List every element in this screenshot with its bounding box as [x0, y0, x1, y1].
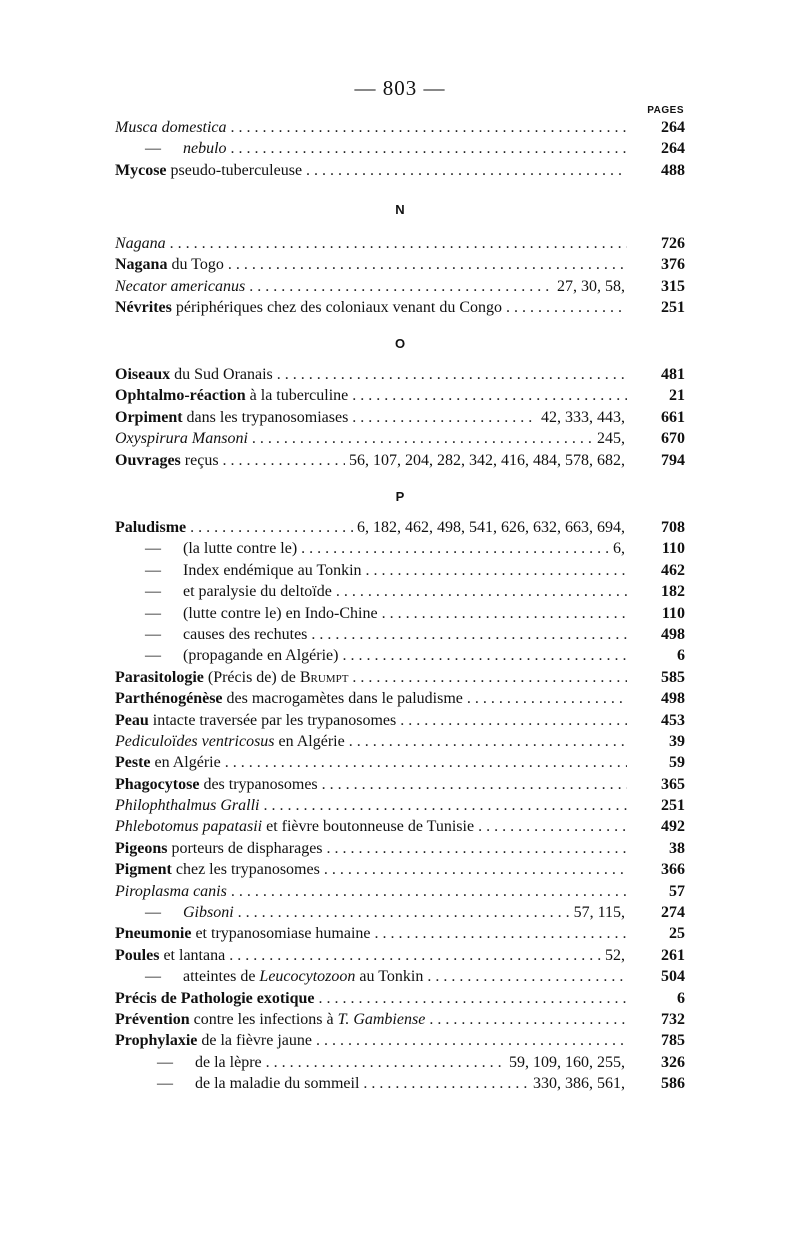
term-part: Phlebotomus papatasii: [115, 818, 263, 836]
main-page-number: 504: [661, 968, 685, 986]
leader-dots: [252, 428, 593, 449]
main-page-number: 315: [661, 277, 685, 295]
entry-term: [115, 364, 273, 385]
index-entry: [115, 1009, 685, 1030]
leader-dots: [223, 450, 345, 471]
index-entry: [115, 838, 685, 859]
entry-term: [115, 988, 315, 1009]
term-part: Névrites: [115, 299, 172, 317]
index-entry: [115, 560, 685, 581]
leader-dots: [190, 517, 353, 538]
index-entry: [115, 688, 685, 709]
term-part: Mycose: [115, 161, 167, 179]
leader-dots: [228, 254, 627, 275]
index-entry: [115, 731, 685, 752]
page-references: 42, 333, 443,: [541, 408, 625, 426]
leader-dots: [170, 233, 627, 254]
index-entry: [115, 816, 685, 837]
main-page-number: 274: [661, 904, 685, 922]
ditto-dash: —: [145, 583, 161, 601]
index-entry: [115, 428, 685, 449]
main-page-number: 586: [661, 1075, 685, 1093]
index-entry: [115, 517, 685, 538]
page-references: 330, 386, 561,: [533, 1075, 625, 1093]
entry-term: [115, 688, 463, 709]
leader-dots: [429, 1009, 627, 1030]
entry-term: [115, 450, 219, 471]
index-entry: [115, 1030, 685, 1051]
main-page-number: 726: [661, 235, 685, 252]
main-page-number: 708: [661, 519, 685, 536]
term-part: T. Gambiense: [337, 1010, 426, 1028]
main-page-number: 264: [661, 119, 685, 136]
term-part: Pediculoïdes ventricosus: [115, 732, 275, 750]
ditto-dash: —: [157, 1075, 173, 1093]
term-part: Piroplasma canis: [115, 882, 227, 900]
entry-term: [115, 859, 320, 880]
main-page-number: 661: [661, 408, 685, 426]
entry-term: [115, 1009, 425, 1030]
term-part: Leucocytozoon: [259, 968, 356, 986]
main-page-number: 498: [661, 690, 685, 708]
main-page-number: 21: [669, 387, 685, 405]
term-part: (Précis de) de: [203, 668, 300, 686]
index-entry: [115, 1073, 685, 1094]
entry-term: [115, 538, 297, 559]
index-entry: [115, 160, 685, 181]
leader-dots: [229, 945, 601, 966]
leader-dots: [363, 1073, 529, 1094]
leader-dots: [352, 667, 627, 688]
entry-term: [115, 902, 234, 923]
page-references: 27, 30, 58,: [557, 277, 625, 295]
ditto-dash: —: [145, 540, 161, 558]
page-references: 245,: [597, 430, 625, 448]
term-part: Prévention: [115, 1010, 190, 1028]
term-part: Peste: [115, 754, 151, 772]
leader-dots: [231, 881, 627, 902]
entry-term: [115, 881, 227, 902]
index-section: [115, 364, 685, 471]
term-part: et fièvre boutonneuse de Tunisie: [262, 818, 475, 836]
page-number: — 803 —: [354, 76, 446, 100]
index-entry: [115, 752, 685, 773]
leader-dots: [231, 138, 627, 159]
page-references: 57, 115,: [573, 904, 625, 922]
index-entry: [115, 923, 685, 944]
main-page-number: 110: [661, 540, 685, 558]
main-page-number: 25: [669, 925, 685, 943]
section-letter-o: O: [394, 336, 406, 351]
main-page-number: 365: [661, 775, 685, 793]
term-part: en Algérie: [150, 754, 221, 772]
main-page-number: 732: [661, 1010, 685, 1028]
leader-dots: [382, 603, 627, 624]
term-part: Pneumonie: [115, 925, 192, 943]
entry-term: [115, 752, 221, 773]
ditto-dash: —: [145, 647, 161, 665]
ditto-dash: —: [157, 1053, 173, 1071]
main-page-number: 59: [669, 754, 685, 772]
main-page-number: 785: [661, 1032, 685, 1050]
index-entry: [115, 1052, 685, 1073]
entry-term: [115, 710, 396, 731]
main-page-number: 38: [669, 839, 685, 857]
index-entry: [115, 945, 685, 966]
entry-term: [115, 923, 371, 944]
page-references: 59, 109, 160, 255,: [509, 1053, 625, 1071]
term-part: (lutte contre le) en Indo-Chine: [183, 604, 378, 622]
term-part: Poules: [115, 946, 160, 964]
term-part: Phagocytose: [115, 775, 200, 793]
index-entry: [115, 138, 685, 159]
term-part: Peau: [115, 711, 149, 729]
term-part: porteurs de dispharages: [167, 839, 323, 857]
term-part: Oxyspirura Mansoni: [115, 430, 248, 448]
leader-dots: [467, 688, 627, 709]
term-part: de la lèpre: [195, 1053, 262, 1071]
term-part: Parthénogénèse: [115, 690, 223, 708]
index-entry: [115, 902, 685, 923]
term-part: au Tonkin: [355, 968, 424, 986]
term-part: Prophylaxie: [115, 1032, 198, 1050]
ditto-dash: —: [145, 968, 161, 986]
term-part: et trypanosomiase humaine: [191, 925, 371, 943]
leader-dots: [324, 859, 627, 880]
index-entry: [115, 276, 685, 297]
entry-term: [115, 667, 348, 688]
entry-term: [115, 560, 362, 581]
main-page-number: 585: [661, 668, 685, 686]
entry-term: [115, 1030, 312, 1051]
index-entry: [115, 581, 685, 602]
index-entry: [115, 774, 685, 795]
page-references: 6, 182, 462, 498, 541, 626, 632, 663, 694,: [357, 519, 625, 536]
entry-term: [115, 138, 227, 159]
index-entry: [115, 710, 685, 731]
leader-dots: [249, 276, 553, 297]
index-section: [115, 517, 685, 1095]
section-letter-p: P: [395, 489, 405, 504]
index-entry: [115, 795, 685, 816]
leader-dots: [506, 297, 627, 318]
term-part: des trypanosomes: [199, 775, 318, 793]
page-references: 6,: [613, 540, 625, 558]
leader-dots: [277, 364, 627, 385]
term-part: du Togo: [167, 256, 224, 274]
term-part: Necator americanus: [115, 277, 246, 295]
main-page-number: 326: [661, 1053, 685, 1071]
index-entry: [115, 667, 685, 688]
main-page-number: 462: [661, 561, 685, 579]
term-part: chez les trypanosomes: [171, 861, 320, 879]
entry-term: [115, 407, 348, 428]
term-part: intacte traversée par les trypanosomes: [148, 711, 397, 729]
index-entry: [115, 881, 685, 902]
main-page-number: 251: [661, 299, 685, 317]
entry-term: [115, 731, 345, 752]
term-part: Nagana: [115, 256, 168, 274]
main-page-number: 481: [661, 366, 685, 383]
leader-dots: [342, 645, 627, 666]
ditto-dash: —: [145, 561, 161, 579]
entry-term: [115, 966, 423, 987]
term-part: nebulo: [183, 140, 227, 158]
term-part: Brumpt: [299, 668, 349, 686]
leader-dots: [238, 902, 570, 923]
term-part: Pigment: [115, 861, 172, 879]
term-part: Ophtalmo-réaction: [115, 387, 246, 405]
entry-term: [115, 297, 502, 318]
index-entry: [115, 538, 685, 559]
entry-term: [115, 795, 259, 816]
main-page-number: 498: [661, 625, 685, 643]
main-page-number: 264: [661, 140, 685, 158]
entry-term: [115, 603, 378, 624]
leader-dots: [301, 538, 609, 559]
leader-dots: [316, 1030, 627, 1051]
leader-dots: [319, 988, 627, 1009]
leader-dots: [336, 581, 627, 602]
entry-term: [115, 233, 166, 254]
main-page-number: 6: [677, 989, 685, 1007]
pages-column-header: PAGES: [647, 105, 684, 116]
ditto-dash: —: [145, 140, 161, 158]
leader-dots: [427, 966, 627, 987]
index-entry: [115, 450, 685, 471]
term-part: Nagana: [115, 235, 166, 252]
index-entry: [115, 117, 685, 138]
term-part: Oiseaux: [115, 366, 171, 383]
main-page-number: 366: [661, 861, 685, 879]
leader-dots: [352, 407, 537, 428]
leader-dots: [322, 774, 627, 795]
index-section: [115, 233, 685, 319]
term-part: Parasitologie: [115, 668, 204, 686]
term-part: reçus: [180, 451, 219, 469]
entry-term: [115, 276, 245, 297]
index-entry: [115, 385, 685, 406]
leader-dots: [263, 795, 627, 816]
index-entry: [115, 859, 685, 880]
entry-term: [115, 838, 323, 859]
entry-term: [115, 945, 225, 966]
leader-dots: [366, 560, 627, 581]
entry-term: [115, 774, 318, 795]
index-entry: [115, 297, 685, 318]
leader-dots: [349, 731, 627, 752]
section-letter-n: N: [395, 202, 405, 217]
entry-term: [115, 117, 227, 138]
term-part: (la lutte contre le): [183, 540, 298, 558]
term-part: dans les trypanosomiases: [182, 408, 349, 426]
term-part: pseudo-tuberculeuse: [166, 161, 303, 179]
term-part: Orpiment: [115, 408, 183, 426]
leader-dots: [225, 752, 627, 773]
term-part: Gibsoni: [183, 904, 234, 922]
entry-term: [115, 428, 248, 449]
ditto-dash: —: [145, 904, 161, 922]
leader-dots: [311, 624, 627, 645]
leader-dots: [306, 160, 627, 181]
leader-dots: [231, 117, 627, 138]
term-part: atteintes de: [183, 968, 260, 986]
ditto-dash: —: [145, 625, 161, 643]
main-page-number: 182: [661, 583, 685, 601]
leader-dots: [266, 1052, 505, 1073]
entry-term: [115, 624, 307, 645]
entry-term: [115, 1052, 262, 1073]
index-section: [115, 117, 685, 181]
index-entry: [115, 603, 685, 624]
term-part: périphériques chez des coloniaux venant du Congo: [171, 299, 502, 317]
main-page-number: 251: [661, 797, 685, 815]
leader-dots: [375, 923, 627, 944]
main-page-number: 376: [661, 256, 685, 274]
main-page-number: 670: [661, 430, 685, 448]
term-part: en Algérie: [274, 732, 345, 750]
ditto-dash: —: [145, 604, 161, 622]
term-part: et lantana: [159, 946, 226, 964]
main-page-number: 6: [677, 647, 685, 665]
leader-dots: [478, 816, 627, 837]
term-part: Paludisme: [115, 519, 187, 536]
index-entry: [115, 624, 685, 645]
entry-term: [115, 645, 338, 666]
term-part: Pigeons: [115, 839, 168, 857]
term-part: contre les infections à: [189, 1010, 338, 1028]
index-entry: [115, 254, 685, 275]
index-entry: [115, 645, 685, 666]
entry-term: [115, 1073, 359, 1094]
term-part: Index endémique au Tonkin: [183, 561, 362, 579]
entry-term: [115, 385, 348, 406]
main-page-number: 110: [661, 604, 685, 622]
page-references: 52,: [605, 946, 625, 964]
entry-term: [115, 160, 302, 181]
entry-term: [115, 581, 332, 602]
leader-dots: [352, 385, 627, 406]
entry-term: [115, 517, 186, 538]
index-entry: [115, 364, 685, 385]
leader-dots: [327, 838, 627, 859]
index-entry: [115, 407, 685, 428]
page-references: 56, 107, 204, 282, 342, 416, 484, 578, 682,: [349, 451, 625, 469]
term-part: des macrogamètes dans le paludisme: [222, 690, 463, 708]
term-part: et paralysie du deltoïde: [183, 583, 332, 601]
main-page-number: 794: [661, 451, 685, 469]
term-part: Philophthalmus Gralli: [115, 797, 260, 815]
main-page-number: 57: [669, 882, 685, 900]
term-part: Musca domestica: [115, 119, 227, 136]
term-part: du Sud Oranais: [170, 366, 273, 383]
index-entry: [115, 233, 685, 254]
term-part: à la tuberculine: [245, 387, 349, 405]
leader-dots: [400, 710, 627, 731]
index-entry: [115, 988, 685, 1009]
entry-term: [115, 254, 224, 275]
index-entry: [115, 966, 685, 987]
main-page-number: 488: [661, 161, 685, 179]
term-part: (propagande en Algérie): [183, 647, 339, 665]
term-part: de la fièvre jaune: [197, 1032, 312, 1050]
term-part: de la maladie du sommeil: [195, 1075, 360, 1093]
entry-term: [115, 816, 474, 837]
term-part: Précis de Pathologie exotique: [115, 989, 315, 1007]
term-part: causes des rechutes: [183, 625, 308, 643]
main-page-number: 453: [661, 711, 685, 729]
term-part: Ouvrages: [115, 451, 181, 469]
main-page-number: 39: [669, 732, 685, 750]
main-page-number: 492: [661, 818, 685, 836]
main-page-number: 261: [661, 946, 685, 964]
